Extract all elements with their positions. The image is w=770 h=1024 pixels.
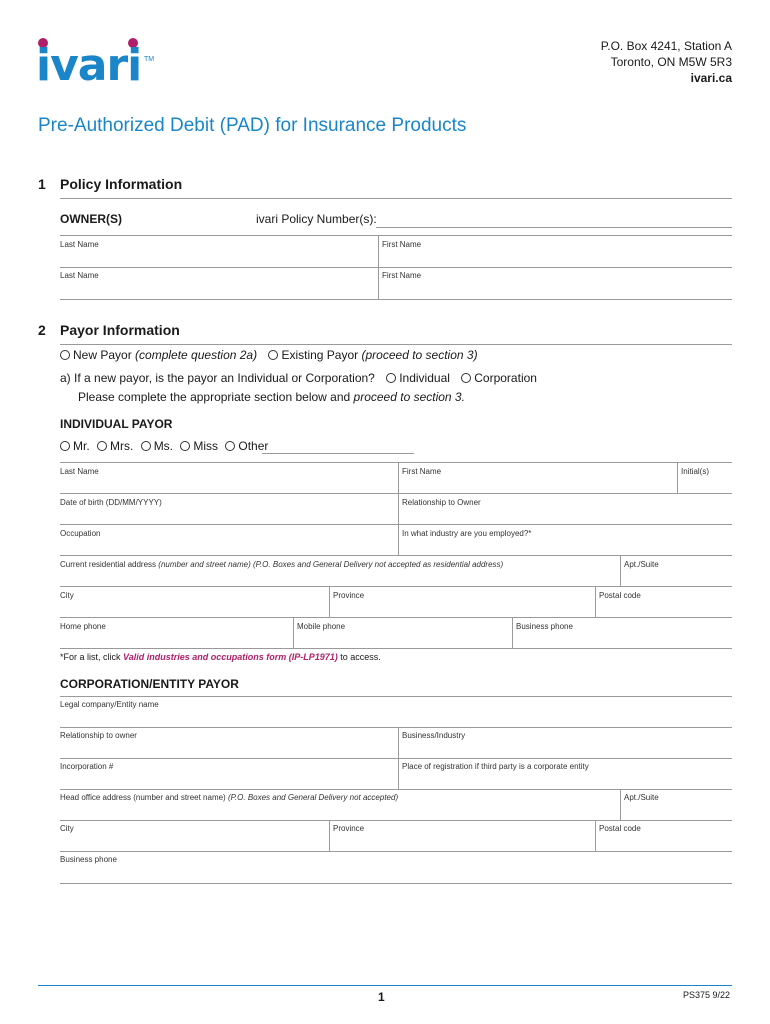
corp-postal-label: Postal code [599,824,641,833]
footer-rule [38,985,732,986]
payor-last-name-label: Last Name [60,467,99,476]
corp-city-field-line[interactable] [60,851,732,852]
divider [620,789,621,820]
business-phone-label: Business phone [516,622,573,631]
address-line-1: P.O. Box 4241, Station A [600,39,732,53]
question-2a: a) If a new payor, is the payor an Individual or Corporation? [60,371,375,385]
radio-icon[interactable] [60,441,70,451]
divider [512,617,513,648]
instruction-row [78,390,465,404]
footnote-pre: *For a list, click [60,652,121,662]
other-title-field[interactable] [262,453,414,454]
occupation-field-line[interactable] [60,555,732,556]
ivari-logo [36,38,156,94]
apt-label: Apt./Suite [624,560,659,569]
section-2-rule [60,344,732,345]
new-payor-note: (complete question 2a) [135,348,258,362]
head-office-text: Head office address (number and street name) [60,793,226,802]
divider [293,617,294,648]
corp-apt-label: Apt./Suite [624,793,659,802]
radio-icon[interactable] [180,441,190,451]
existing-payor-option[interactable] [268,348,477,362]
radio-icon[interactable] [225,441,235,451]
other-label: Other [238,439,269,453]
new-payor-option[interactable] [60,348,257,362]
policy-number-label: ivari Policy Number(s): [256,212,377,226]
owner-1-first-name-label: First Name [382,240,422,249]
divider [398,462,399,555]
owner-2-last-name-label: Last Name [60,271,99,280]
question-2a-row [60,371,545,385]
logo-trademark: TM [144,56,155,63]
industry-label: In what industry are you employed?* [402,529,532,538]
owner-1-last-name-label: Last Name [60,240,99,249]
residential-address-label [60,560,503,569]
incorporation-label: Incorporation # [60,762,114,771]
miss-label: Miss [193,439,219,453]
miss-option[interactable] [180,439,218,453]
section-1-rule [60,198,732,199]
owner-2-first-name-label: First Name [382,271,422,280]
city-label: City [60,591,74,600]
corp-business-phone-label: Business phone [60,855,117,864]
other-option[interactable] [225,439,268,453]
radio-icon[interactable] [60,350,70,360]
head-office-note: (P.O. Boxes and General Delivery not accepted) [227,793,399,802]
corporation-payor-heading: CORPORATION/ENTITY PAYOR [60,677,239,691]
address-label-note: (number and street name) (P.O. Boxes and General Delivery not accepted as residential address) [158,560,504,569]
home-phone-label: Home phone [60,622,106,631]
corporation-option[interactable] [461,371,537,385]
relationship-label: Relationship to Owner [402,498,481,507]
section-1-number: 1 [38,176,46,192]
divider [60,462,732,463]
section-1-title: Policy Information [60,176,183,192]
incorporation-field-line[interactable] [60,789,732,790]
footnote-post: to access. [340,652,381,662]
corp-city-label: City [60,824,74,833]
head-office-field-line[interactable] [60,820,732,821]
divider [595,820,596,851]
dob-field-line[interactable] [60,524,732,525]
individual-payor-heading: INDIVIDUAL PAYOR [60,417,173,431]
legal-name-label: Legal company/Entity name [60,700,159,709]
payor-first-name-label: First Name [402,467,442,476]
head-office-label [60,793,398,802]
document-title: Pre-Authorized Debit (PAD) for Insurance Products [38,115,467,136]
company-address [601,38,732,86]
owners-label: OWNER(S) [60,212,122,226]
section-2-number: 2 [38,322,46,338]
city-field-line[interactable] [60,617,732,618]
payor-type-row [60,348,486,362]
legal-name-field-line[interactable] [60,727,732,728]
mr-label: Mr. [73,439,90,453]
salutation-row [60,439,272,453]
corp-relationship-label: Relationship to owner [60,731,137,740]
postal-code-label: Postal code [599,591,641,600]
owner-2-field-line[interactable] [60,299,732,300]
logo-text: ivari [36,40,142,91]
divider [595,586,596,617]
occupation-label: Occupation [60,529,101,538]
business-industry-label: Business/Industry [402,731,466,740]
payor-name-field-line[interactable] [60,493,732,494]
divider [60,235,732,236]
place-of-registration-label: Place of registration if third party is a corporate entity [402,762,589,771]
individual-option[interactable] [386,371,450,385]
existing-payor-note: (proceed to section 3) [361,348,478,362]
mrs-label: Mrs. [110,439,134,453]
divider [677,462,678,493]
divider [329,586,330,617]
radio-icon[interactable] [97,441,107,451]
province-label: Province [333,591,365,600]
phone-field-line[interactable] [60,648,732,649]
footnote [60,652,381,662]
instruction-italic: proceed to section 3. [353,390,465,404]
radio-icon[interactable] [386,373,396,383]
section-2-title: Payor Information [60,322,180,338]
mrs-option[interactable] [97,439,133,453]
owner-1-field-line[interactable] [60,267,732,268]
address-line-2: Toronto, ON M5W 5R3 [610,55,732,69]
payor-initials-label: Initial(s) [681,467,710,476]
corp-province-label: Province [333,824,365,833]
ms-option[interactable] [141,439,173,453]
new-payor-label: New Payor [73,348,132,362]
address-field-line[interactable] [60,586,732,587]
corp-business-phone-field-line[interactable] [60,883,732,884]
policy-number-field[interactable] [376,227,732,228]
radio-icon[interactable] [141,441,151,451]
existing-payor-label: Existing Payor [281,348,359,362]
corp-relationship-field-line[interactable] [60,758,732,759]
form-code: PS375 9/22 [682,990,730,1000]
page-number: 1 [378,990,385,1004]
address-label-text: Current residential address [60,560,157,569]
website: ivari.ca [690,71,732,85]
ms-label: Ms. [153,439,174,453]
corporation-label: Corporation [474,371,537,385]
dob-label: Date of birth (DD/MM/YYYY) [60,498,162,507]
individual-label: Individual [399,371,450,385]
radio-icon[interactable] [461,373,471,383]
mr-option[interactable] [60,439,90,453]
divider [620,555,621,586]
valid-industries-link[interactable]: Valid industries and occupations form (IP-LP1971) [123,652,338,662]
divider [60,696,732,697]
divider [329,820,330,851]
mobile-phone-label: Mobile phone [297,622,346,631]
instruction-text: Please complete the appropriate section below and [78,390,351,404]
radio-icon[interactable] [268,350,278,360]
